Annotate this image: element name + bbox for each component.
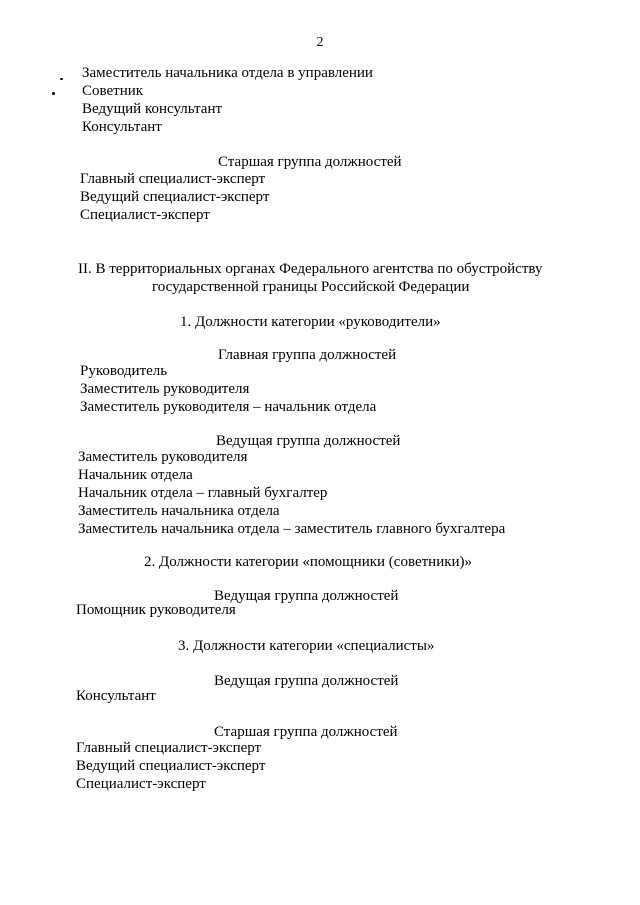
list-item: Ведущий консультант <box>82 101 223 117</box>
list-item: Заместитель начальника отдела в управлении <box>82 65 373 81</box>
list-item: Заместитель начальника отдела – заместитель главного бухгалтера <box>78 521 506 537</box>
section-title: II. В территориальных органах Федерального агентства по обустройству <box>78 261 543 277</box>
category-heading: 1. Должности категории «руководители» <box>180 314 441 330</box>
group-heading: Ведущая группа должностей <box>214 588 399 604</box>
list-item: Начальник отдела – главный бухгалтер <box>78 485 328 501</box>
scan-speck <box>60 78 63 80</box>
group-heading: Ведущая группа должностей <box>214 673 399 689</box>
list-item: Главный специалист-эксперт <box>76 740 262 756</box>
list-item: Начальник отдела <box>78 467 193 483</box>
category-heading: 3. Должности категории «специалисты» <box>178 638 435 654</box>
section-title: государственной границы Российской Федерации <box>152 279 470 295</box>
group-heading: Ведущая группа должностей <box>216 433 401 449</box>
category-heading: 2. Должности категории «помощники (советники)» <box>144 554 473 570</box>
group-heading: Старшая группа должностей <box>218 154 402 170</box>
group-heading: Старшая группа должностей <box>214 724 398 740</box>
list-item: Специалист-эксперт <box>80 207 210 223</box>
list-item: Консультант <box>82 119 162 135</box>
list-item: Главный специалист-эксперт <box>80 171 266 187</box>
list-item: Заместитель руководителя – начальник отдела <box>80 399 377 415</box>
page-number: 2 <box>316 35 324 50</box>
list-item: Помощник руководителя <box>76 602 236 618</box>
list-item: Заместитель руководителя <box>78 449 248 465</box>
list-item: Заместитель руководителя <box>80 381 250 397</box>
list-item: Специалист-эксперт <box>76 776 206 792</box>
list-item: Советник <box>82 83 144 99</box>
list-item: Консультант <box>76 688 156 704</box>
list-item: Ведущий специалист-эксперт <box>76 758 266 774</box>
scan-speck <box>52 92 55 95</box>
group-heading: Главная группа должностей <box>218 347 397 363</box>
list-item: Руководитель <box>80 363 168 379</box>
list-item: Заместитель начальника отдела <box>78 503 280 519</box>
list-item: Ведущий специалист-эксперт <box>80 189 270 205</box>
